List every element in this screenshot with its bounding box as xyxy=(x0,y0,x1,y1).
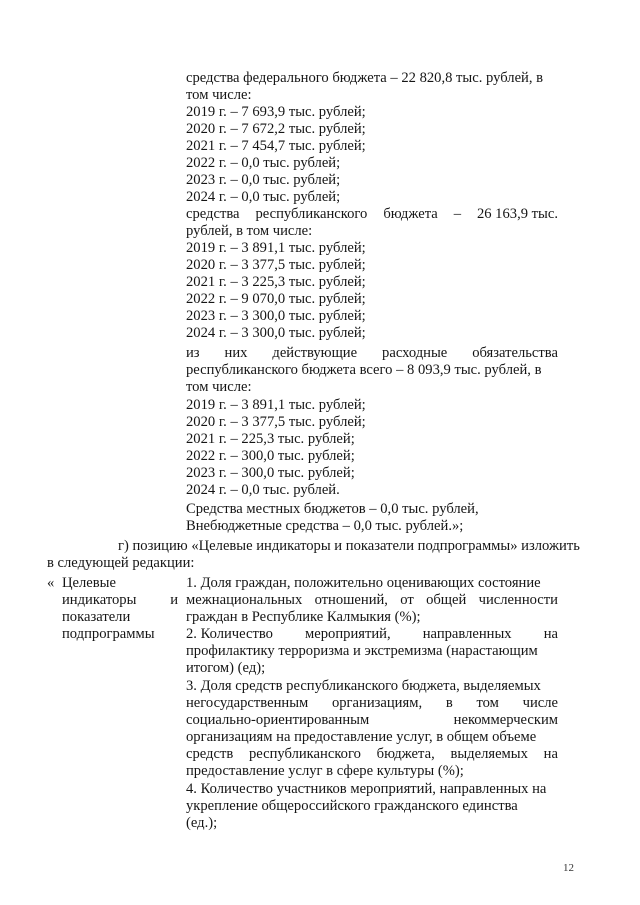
indicator-3-line-5 xyxy=(186,746,558,763)
word: действующие xyxy=(272,345,358,361)
word: 2. Количество xyxy=(186,626,273,642)
word: и xyxy=(170,592,178,608)
instruction-line-2: в следующей редакции: xyxy=(47,555,195,571)
federal-budget-text: средства федерального бюджета – 22 820,8 тыс. рублей, в xyxy=(186,70,544,86)
indicator-1-line-2 xyxy=(186,592,558,609)
federal-budget-line-2: том числе: xyxy=(186,87,252,103)
word: из xyxy=(186,345,200,361)
republic-year-item: 2020 г. – 3 377,5 тыс. рублей; xyxy=(186,257,366,273)
federal-year-item: 2019 г. – 7 693,9 тыс. рублей; xyxy=(186,104,366,120)
indicator-1-line-1: 1. Доля граждан, положительно оценивающих состояние xyxy=(186,575,541,591)
obligations-year-item: 2021 г. – 225,3 тыс. рублей; xyxy=(186,431,355,447)
federal-year-item: 2021 г. – 7 454,7 тыс. рублей; xyxy=(186,138,366,154)
word: в xyxy=(445,695,453,711)
republic-year-item: 2019 г. – 3 891,1 тыс. рублей; xyxy=(186,240,366,256)
word: – xyxy=(453,206,461,222)
word: от xyxy=(400,592,414,608)
federal-year-item: 2023 г. – 0,0 тыс. рублей; xyxy=(186,172,341,188)
word: на xyxy=(543,746,558,762)
table-label-line-3: показатели xyxy=(62,609,131,625)
word: на xyxy=(543,626,558,642)
word: некоммерческим xyxy=(453,712,558,728)
indicator-3-line-3 xyxy=(186,712,558,729)
indicator-3-line-4: организациям на предоставление услуг, в общем объеме xyxy=(186,729,537,745)
federal-year-item: 2022 г. – 0,0 тыс. рублей; xyxy=(186,155,341,171)
republic-year-item: 2022 г. – 9 070,0 тыс. рублей; xyxy=(186,291,366,307)
republic-year-item: 2023 г. – 3 300,0 тыс. рублей; xyxy=(186,308,366,324)
word: средства xyxy=(186,206,240,222)
instruction-line-1: г) позицию «Целевые индикаторы и показатели подпрограммы» изложить xyxy=(118,538,580,554)
word: индикаторы xyxy=(62,592,137,608)
indicator-2-line-2: профилактику терроризма и экстремизма (нарастающим xyxy=(186,643,538,659)
word: организациям, xyxy=(331,695,423,711)
page-number: 12 xyxy=(563,862,574,874)
word: выделяемых xyxy=(450,746,528,762)
federal-year-item: 2020 г. – 7 672,2 тыс. рублей; xyxy=(186,121,366,137)
word: республиканского xyxy=(255,206,368,222)
obligations-year-item: 2019 г. – 3 891,1 тыс. рублей; xyxy=(186,397,366,413)
obligations-year-item: 2022 г. – 300,0 тыс. рублей; xyxy=(186,448,355,464)
word: средств xyxy=(186,746,234,762)
word: социально-ориентированным xyxy=(186,712,370,728)
indicator-3-line-6: предоставление услуг в сфере культуры (%); xyxy=(186,763,464,779)
word: мероприятий, xyxy=(305,626,391,642)
indicator-3-line-1: 3. Доля средств республиканского бюджета, выделяемых xyxy=(186,678,541,694)
indicator-2-line-1 xyxy=(186,626,558,643)
word: негосударственным xyxy=(186,695,309,711)
republic-year-item: 2021 г. – 3 225,3 тыс. рублей; xyxy=(186,274,366,290)
obligations-line-2: республиканского бюджета всего – 8 093,9 тыс. рублей, в xyxy=(186,362,542,378)
obligations-year-item: 2023 г. – 300,0 тыс. рублей; xyxy=(186,465,355,481)
indicator-1-line-3: граждан в Республике Калмыкия (%); xyxy=(186,609,421,625)
obligations-line xyxy=(186,345,558,362)
word: отношений, xyxy=(314,592,388,608)
word: республиканского xyxy=(249,746,361,762)
obligations-year-item: 2024 г. – 0,0 тыс. рублей. xyxy=(186,482,340,498)
republic-budget-line-2: рублей, в том числе: xyxy=(186,223,313,239)
word: том xyxy=(476,695,499,711)
word: направленных xyxy=(422,626,512,642)
word: бюджета, xyxy=(376,746,435,762)
extra-budget-line: Внебюджетные средства – 0,0 тыс. рублей.»; xyxy=(186,518,464,534)
word: обязательства xyxy=(472,345,558,361)
local-budget-line: Средства местных бюджетов – 0,0 тыс. рублей, xyxy=(186,501,479,517)
republic-year-item: 2024 г. – 3 300,0 тыс. рублей; xyxy=(186,325,366,341)
indicator-3-line-2 xyxy=(186,695,558,712)
word: расходные xyxy=(382,345,448,361)
word: числе xyxy=(522,695,558,711)
indicator-4-line-1: 4. Количество участников мероприятий, направленных на xyxy=(186,781,547,797)
obligations-year-item: 2020 г. – 3 377,5 тыс. рублей; xyxy=(186,414,366,430)
indicator-4-line-2: укрепление общероссийского гражданского единства xyxy=(186,798,518,814)
table-label-line-4: подпрограммы xyxy=(62,626,155,642)
indicator-4-line-3: (ед.); xyxy=(186,815,218,831)
word: численности xyxy=(478,592,558,608)
word: них xyxy=(224,345,248,361)
table-label-line-1: Целевые xyxy=(62,575,116,591)
table-label-line-2 xyxy=(62,592,178,609)
indicator-2-line-3: итогом) (ед); xyxy=(186,660,266,676)
republic-budget-line xyxy=(186,206,558,223)
federal-year-item: 2024 г. – 0,0 тыс. рублей; xyxy=(186,189,341,205)
word: 26 163,9 тыс. xyxy=(476,206,558,222)
word: бюджета xyxy=(383,206,438,222)
obligations-line-3: том числе: xyxy=(186,379,252,395)
open-quote: « xyxy=(47,575,55,591)
word: общей xyxy=(426,592,467,608)
federal-budget-line xyxy=(186,70,558,87)
word: межнациональных xyxy=(186,592,303,608)
